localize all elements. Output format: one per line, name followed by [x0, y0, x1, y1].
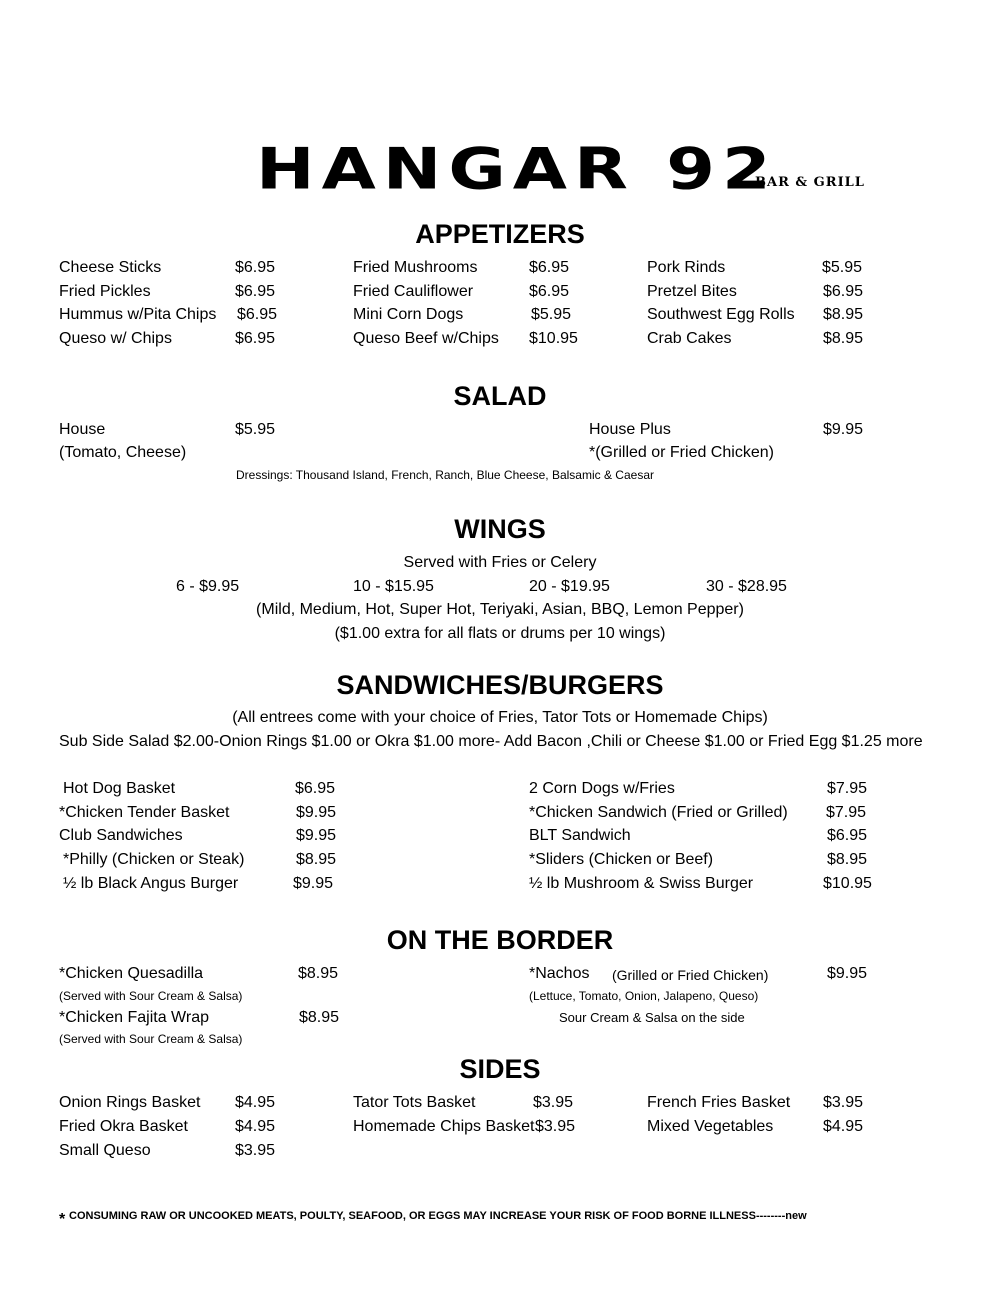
- menu-item-price: $8.95: [823, 330, 864, 347]
- menu-item-name: *Sliders (Chicken or Beef): [529, 851, 714, 868]
- menu-item-price: $6.95: [237, 306, 278, 323]
- menu-item-name: *Nachos: [529, 965, 590, 982]
- wings-extra-note: ($1.00 extra for all flats or drums per 10 wings): [334, 625, 666, 642]
- menu-item-price: $9.95: [296, 827, 337, 844]
- menu-item-price: $3.95: [535, 1118, 576, 1135]
- menu-item-name: ½ lb Black Angus Burger: [63, 875, 239, 892]
- menu-item-name: BLT Sandwich: [529, 827, 631, 844]
- menu-item-name: Mixed Vegetables: [647, 1118, 774, 1135]
- menu-item-price: $6.95: [235, 259, 276, 276]
- menu-item-name: Fried Pickles: [59, 283, 151, 300]
- menu-item-name: 2 Corn Dogs w/Fries: [529, 780, 675, 797]
- menu-item-price: $5.95: [531, 306, 572, 323]
- dressings-note: Dressings: Thousand Island, French, Ranch, Blue Cheese, Balsamic & Caesar: [236, 468, 654, 482]
- menu-item-price: $6.95: [823, 283, 864, 300]
- appetizers-heading: APPETIZERS: [415, 219, 585, 249]
- menu-item-name: Crab Cakes: [647, 330, 732, 347]
- menu-item-price: $6.95: [529, 283, 570, 300]
- menu-item-name: House: [59, 421, 106, 438]
- menu-item-name: *Chicken Fajita Wrap: [59, 1009, 209, 1026]
- menu-item-name: Club Sandwiches: [59, 827, 183, 844]
- menu-item-price: $5.95: [822, 259, 863, 276]
- wings-served-note: Served with Fries or Celery: [403, 554, 597, 571]
- menu-item-name: *Chicken Tender Basket: [59, 804, 230, 821]
- footer-asterisk: *: [59, 1211, 66, 1228]
- menu-item-price: $6.95: [235, 330, 276, 347]
- menu-item-price: $4.95: [823, 1118, 864, 1135]
- menu-item-price: $8.95: [296, 851, 337, 868]
- menu-item-price: $6.95: [827, 827, 868, 844]
- menu-item-name: French Fries Basket: [647, 1094, 791, 1111]
- menu-item-name: Hot Dog Basket: [63, 780, 176, 797]
- wings-option: 20 - $19.95: [529, 578, 610, 595]
- border-heading: ON THE BORDER: [386, 925, 614, 955]
- menu-item-price: $9.95: [293, 875, 334, 892]
- restaurant-logo: HANGAR 92: [256, 135, 778, 203]
- menu-item-name: Queso Beef w/Chips: [353, 330, 499, 347]
- menu-item-name: Pork Rinds: [647, 259, 726, 276]
- menu-item-price: $4.95: [235, 1094, 276, 1111]
- sandwiches-heading: SANDWICHES/BURGERS: [336, 670, 664, 700]
- menu-item-price: $8.95: [298, 965, 339, 982]
- menu-item-price: $9.95: [823, 421, 864, 438]
- menu-item-price: $10.95: [823, 875, 872, 892]
- menu-item-name: ½ lb Mushroom & Swiss Burger: [529, 875, 754, 892]
- menu-item-price: $3.95: [823, 1094, 864, 1111]
- wings-heading: WINGS: [454, 514, 546, 544]
- menu-item-note: (Served with Sour Cream & Salsa): [59, 989, 243, 1003]
- menu-item-name: Queso w/ Chips: [59, 330, 172, 347]
- menu-item-price: $8.95: [823, 306, 864, 323]
- sandwiches-addons-note: Sub Side Salad $2.00-Onion Rings $1.00 or Okra $1.00 more- Add Bacon ,Chili or Cheese $1.00 or Fried Egg $1.25 more: [59, 733, 923, 750]
- menu-item-note: Sour Cream & Salsa on the side: [559, 1010, 745, 1025]
- menu-item-price: $5.95: [235, 421, 276, 438]
- menu-item-name: House Plus: [589, 421, 671, 438]
- menu-item-name: Mini Corn Dogs: [353, 306, 464, 323]
- menu-item-note: (Lettuce, Tomato, Onion, Jalapeno, Queso): [529, 989, 759, 1003]
- menu-item-price: $9.95: [296, 804, 337, 821]
- wings-option: 30 - $28.95: [706, 578, 787, 595]
- menu-item-price: $6.95: [295, 780, 336, 797]
- restaurant-subtitle: BAR & GRILL: [755, 175, 865, 190]
- menu-item-name: Fried Cauliflower: [353, 283, 474, 300]
- wings-option: 10 - $15.95: [353, 578, 434, 595]
- menu-item-name: Fried Okra Basket: [59, 1118, 188, 1135]
- menu-item-price: $6.95: [529, 259, 570, 276]
- menu-item-subnote: (Grilled or Fried Chicken): [612, 967, 769, 983]
- menu-item-price: $7.95: [827, 780, 868, 797]
- menu-item-price: $6.95: [235, 283, 276, 300]
- salad-heading: SALAD: [453, 381, 547, 411]
- menu-item-name: Small Queso: [59, 1142, 151, 1159]
- wings-option: 6 - $9.95: [176, 578, 240, 595]
- menu-item-price: $8.95: [299, 1009, 340, 1026]
- menu-item-name: Hummus w/Pita Chips: [59, 306, 217, 323]
- menu-item-price: $10.95: [529, 330, 578, 347]
- menu-item-price: $9.95: [827, 965, 868, 982]
- menu-item-note: (Served with Sour Cream & Salsa): [59, 1032, 243, 1046]
- health-warning: CONSUMING RAW OR UNCOOKED MEATS, POULTY, SEAFOOD, OR EGGS MAY INCREASE YOUR RISK OF FOOD BORNE ILLNESS--------new: [69, 1210, 807, 1222]
- menu-item-name: *Chicken Sandwich (Fried or Grilled): [529, 804, 788, 821]
- menu-item-name: *Chicken Quesadilla: [59, 965, 204, 982]
- menu-item-note: *(Grilled or Fried Chicken): [589, 444, 774, 461]
- menu-item-note: (Tomato, Cheese): [59, 444, 187, 461]
- menu-item-name: *Philly (Chicken or Steak): [63, 851, 245, 868]
- menu-item-price: $7.95: [826, 804, 867, 821]
- sides-heading: SIDES: [459, 1054, 541, 1084]
- menu-item-price: $4.95: [235, 1118, 276, 1135]
- menu-item-name: Onion Rings Basket: [59, 1094, 201, 1111]
- menu-item-price: $3.95: [235, 1142, 276, 1159]
- menu-item-price: $3.95: [533, 1094, 574, 1111]
- menu-item-name: Cheese Sticks: [59, 259, 162, 276]
- menu-item-price: $8.95: [827, 851, 868, 868]
- wings-flavors: (Mild, Medium, Hot, Super Hot, Teriyaki, Asian, BBQ, Lemon Pepper): [256, 601, 744, 618]
- menu-item-name: Homemade Chips Basket: [353, 1118, 535, 1135]
- menu-item-name: Tator Tots Basket: [353, 1094, 476, 1111]
- sandwiches-note: (All entrees come with your choice of Fries, Tator Tots or Homemade Chips): [232, 709, 768, 726]
- menu-item-name: Southwest Egg Rolls: [647, 306, 795, 323]
- menu-item-name: Fried Mushrooms: [353, 259, 478, 276]
- menu-item-name: Pretzel Bites: [647, 283, 737, 300]
